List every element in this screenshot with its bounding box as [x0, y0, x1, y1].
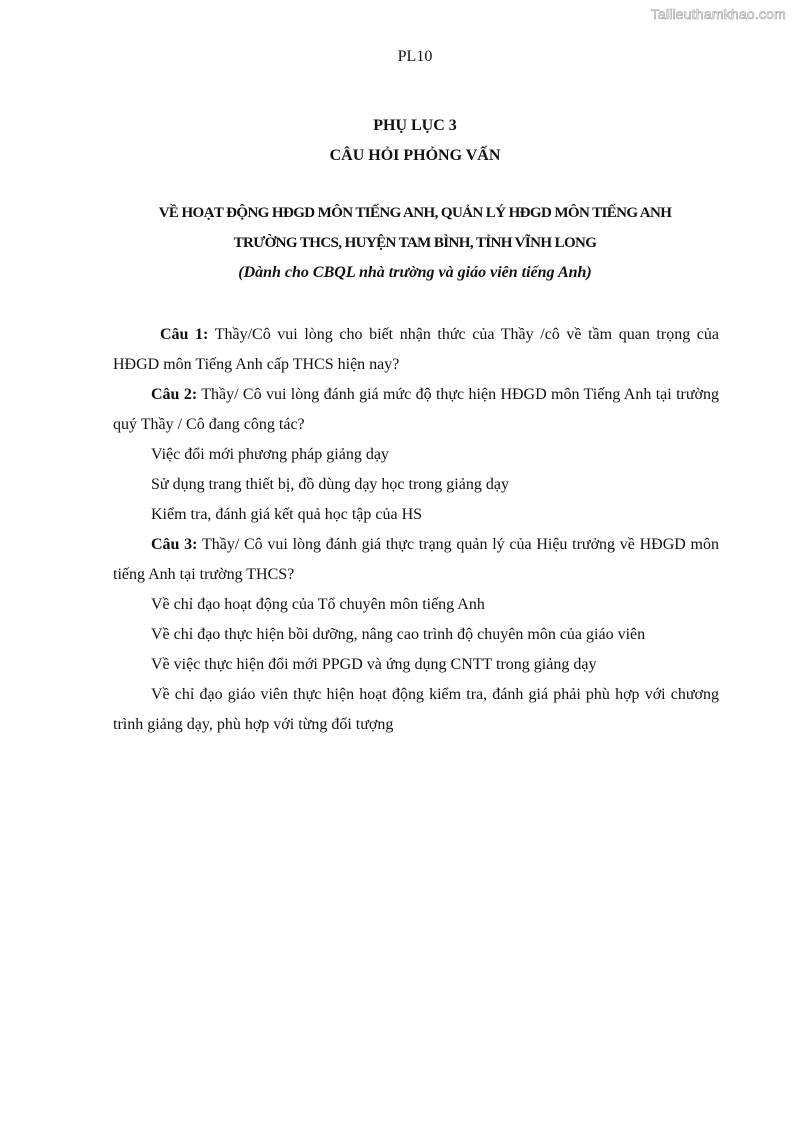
question-2-text: Thầy/ Cô vui lòng đánh giá mức độ thực hiện HĐGD môn Tiếng Anh tại trường quý Thầy / Cô đang công tác? [113, 386, 719, 433]
subtitle-line-1: VỀ HOẠT ĐỘNG HĐGD MÔN TIẾNG ANH, QUẢN LÝ HĐGD MÔN TIẾNG ANH [158, 205, 672, 221]
interview-heading: CÂU HỎI PHỎNG VẤN [329, 147, 501, 164]
question-3-item: Về việc thực hiện đổi mới PPGD và ứng dụng CNTT trong giảng dạy [151, 656, 597, 673]
appendix-heading: PHỤ LỤC 3 [373, 117, 457, 134]
question-list [113, 320, 719, 740]
audience-note: (Dành cho CBQL nhà trường và giáo viên tiếng Anh) [238, 264, 592, 281]
question-2-item: Việc đổi mới phương pháp giảng dạy [151, 446, 389, 463]
question-2 [113, 380, 719, 440]
question-3 [113, 530, 719, 590]
question-3-label: Câu 3: [151, 536, 198, 553]
subtitle-line-2: TRƯỜNG THCS, HUYỆN TAM BÌNH, TỈNH VĨNH LONG [233, 235, 597, 251]
question-3-item: Về chỉ đạo giáo viên thực hiện hoạt động kiểm tra, đánh giá phải phù hợp với chương trình giảng dạy, phù hợp với từng đối tượng [113, 686, 719, 733]
question-2-label: Câu 2: [151, 386, 198, 403]
question-1 [113, 320, 719, 380]
question-2-item: Sử dụng trang thiết bị, đồ dùng dạy học trong giảng dạy [151, 476, 509, 493]
question-3-item: Về chỉ đạo thực hiện bồi dưỡng, nâng cao trình độ chuyên môn của giáo viên [151, 626, 646, 643]
question-2-item: Kiểm tra, đánh giá kết quả học tập của HS [151, 506, 423, 523]
watermark-text: Tailieuthamkhao.com [650, 6, 786, 22]
question-3-item: Về chỉ đạo hoạt động của Tổ chuyên môn tiếng Anh [151, 596, 485, 613]
question-1-label: Câu 1: [160, 326, 209, 343]
page-label: PL10 [397, 48, 433, 65]
question-3-text: Thầy/ Cô vui lòng đánh giá thực trạng quản lý của Hiệu trưởng về HĐGD môn tiếng Anh tại trường THCS? [113, 536, 720, 583]
question-1-text: Thầy/Cô vui lòng cho biết nhận thức của Thầy /cô về tầm quan trọng của HĐGD môn Tiếng Anh cấp THCS hiện nay? [113, 326, 720, 373]
